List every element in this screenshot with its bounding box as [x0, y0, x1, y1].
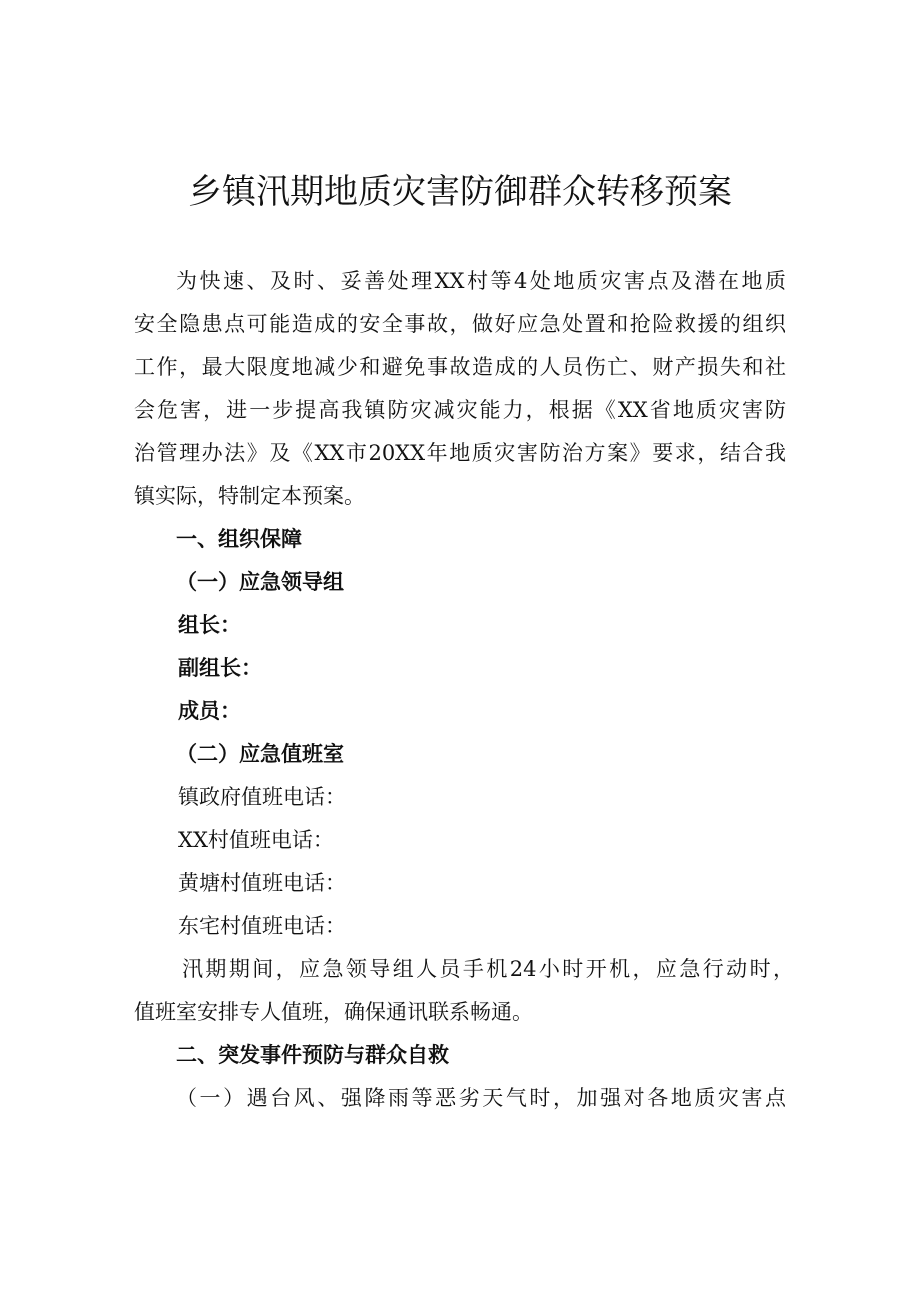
intro-line: 会危害，进一步提高我镇防灾减灾能力，根据《XX省地质灾害防: [134, 398, 786, 422]
paragraph-line: （一）遇台风、强降雨等恶劣天气时，加强对各地质灾害点: [176, 1086, 786, 1110]
duty-phone-line: 东宅村值班电话：: [178, 914, 346, 938]
members-label: 成员：: [178, 699, 241, 723]
subsection-heading: （一）应急领导组: [176, 570, 344, 594]
duty-phone-line: XX村值班电话：: [178, 828, 334, 852]
document-title: 乡镇汛期地质灾害防御群众转移预案: [188, 172, 732, 212]
intro-line: 安全隐患点可能造成的安全事故，做好应急处置和抢险救援的组织: [134, 312, 786, 336]
leader-label: 组长：: [178, 613, 241, 637]
subsection-heading: （二）应急值班室: [176, 742, 344, 766]
duty-note-line: 汛期期间，应急领导组人员手机24小时开机，应急行动时，: [182, 957, 794, 981]
intro-line: 为快速、及时、妥善处理XX村等4处地质灾害点及潜在地质: [176, 269, 786, 293]
section-heading: 一、组织保障: [176, 527, 302, 551]
intro-line: 镇实际，特制定本预案。: [134, 484, 365, 508]
deputy-leader-label: 副组长：: [178, 656, 262, 680]
duty-phone-line: 黄塘村值班电话：: [178, 871, 346, 895]
intro-line: 工作，最大限度地减少和避免事故造成的人员伤亡、财产损失和社: [134, 355, 786, 379]
intro-line: 治管理办法》及《XX市20XX年地质灾害防治方案》要求，结合我: [134, 441, 786, 465]
section-heading: 二、突发事件预防与群众自救: [176, 1043, 449, 1067]
duty-note-line: 值班室安排专人值班，确保通讯联系畅通。: [134, 1000, 533, 1024]
duty-phone-line: 镇政府值班电话：: [178, 785, 346, 809]
